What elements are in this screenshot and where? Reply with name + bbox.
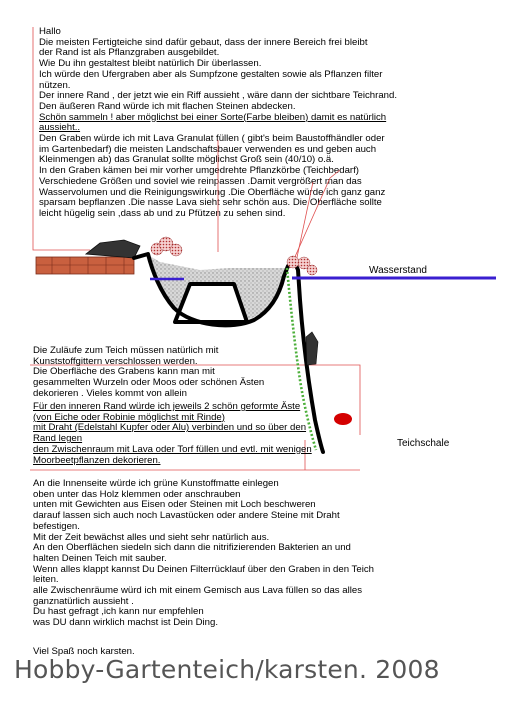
intro-line: der Rand ist als Pflanzgraben ausgebildet. bbox=[39, 47, 220, 59]
intro-line: Hallo bbox=[39, 26, 61, 37]
intro-line: Ich würde den Ufergraben aber als Sumpfzone gestalten sowie als Pflanzen filter bbox=[39, 68, 383, 80]
moor-plant-blob bbox=[170, 244, 182, 256]
lower-text bbox=[33, 479, 374, 607]
closing-line: was DU dann wirklich machst ist Dein Ding. bbox=[33, 616, 219, 628]
intro-line: Wasservolumen und die Reinigungswirkung .Die Oberfläche würde ich ganz ganz bbox=[39, 186, 386, 198]
lower-line: Mit der Zeit bewächst alles und sieht sehr natürlich aus. bbox=[33, 531, 270, 543]
middle-line: dekorieren . Vieles kommt von allein bbox=[33, 387, 187, 399]
rim-line: Rand legen bbox=[33, 433, 83, 445]
lower-line: alle Zwischenräume würd ich mit einem Gemisch aus Lava füllen so das alles bbox=[33, 585, 362, 597]
moor-plant-blob bbox=[287, 256, 299, 268]
rim-line: Moorbeetpflanzen dekorieren. bbox=[33, 454, 161, 466]
rim-line: (von Eiche oder Robinie möglichst mit Rinde) bbox=[33, 411, 225, 423]
intro-line: Kleinmengen ab) das Granulat sollte möglichst Groß sein (40/10) o.ä. bbox=[39, 154, 334, 166]
lower-line: leiten. bbox=[33, 574, 59, 586]
lower-line: unten mit Gewichten aus Eisen oder Steinen mit Loch beschweren bbox=[33, 499, 316, 511]
middle-line: Die Oberfläche des Grabens kann man mit bbox=[33, 366, 215, 378]
closing-text bbox=[33, 607, 218, 628]
middle-line: gesammelten Wurzeln oder Moos oder schönen Ästen bbox=[33, 377, 265, 389]
watermark-footer: Hobby-Gartenteich/karsten. 2008 bbox=[14, 655, 440, 684]
leader-line-outer-rim bbox=[33, 27, 90, 250]
middle-line: Die Zuläufe zum Teich müssen natürlich mit bbox=[33, 345, 219, 356]
label-wasserstand: Wasserstand bbox=[369, 265, 427, 276]
intro-line: Der innere Rand , der jetzt wie ein Riff aussieht , wäre dann der sichtbare Teichrand. bbox=[39, 90, 398, 102]
rim-line: mit Draht (Edelstahl Kupfer oder Alu) verbinden und so über den bbox=[33, 422, 307, 434]
lower-line: Wenn alles klappt kannst Du Deinen Filterrücklauf über den Graben in den Teich bbox=[33, 563, 374, 575]
lower-line: halten Deinen Teich mit sauber. bbox=[33, 552, 167, 564]
slope-stone-1 bbox=[306, 332, 318, 365]
intro-line: Den Graben würde ich mit Lava Granulat füllen ( gibt's beim Baustoffhändler oder bbox=[39, 133, 385, 145]
rim-line: den Zwischenraum mit Lava oder Torf füllen und evtl. mit wenigen bbox=[33, 443, 312, 455]
intro-line: nützen. bbox=[39, 79, 71, 91]
intro-line: Wie Du ihn gestaltest bleibt natürlich Dir überlassen. bbox=[39, 58, 262, 70]
lower-line: An die Innenseite würde ich grüne Kunstoffmatte einlegen bbox=[33, 478, 279, 489]
intro-line: Schön sammeln ! aber möglichst bei einer Sorte(Farbe bleiben) damit es natürlich bbox=[39, 111, 387, 123]
ground-stone-slab bbox=[36, 257, 134, 274]
closing-line: Du hast gefragt ,ich kann nur empfehlen bbox=[33, 606, 204, 617]
label-teichschale: Teichschale bbox=[397, 438, 450, 449]
intro-line: sparsam bepflanzen .Die nasse Lava sieht sehr schön aus. Die Oberfläche sollte bbox=[39, 197, 382, 209]
intro-line: leicht hügelig sein ,dass ab und zu Pfützen zu sehen sind. bbox=[39, 207, 286, 219]
red-plant-marker bbox=[334, 413, 352, 425]
intro-line: aussieht.. bbox=[39, 122, 81, 134]
middle-line: Kunststoffgittern verschlossen werden. bbox=[33, 355, 198, 367]
intro-line: Die meisten Fertigteiche sind dafür gebaut, dass der innere Bereich frei bleibt bbox=[39, 36, 368, 48]
lower-line: ganznatürlich aussieht . bbox=[33, 595, 134, 607]
middle-text bbox=[33, 346, 264, 400]
lower-line: befestigen. bbox=[33, 520, 80, 532]
signoff-line: Viel Spaß noch karsten. bbox=[33, 646, 135, 657]
moor-plant-blob bbox=[307, 265, 317, 275]
intro-line: im Gartenbedarf) die meisten Landschaftsbauer verwenden es und geben auch bbox=[39, 143, 377, 155]
rim-text bbox=[33, 402, 312, 466]
lower-line: An den Oberflächen siedeln sich dann die nitrifizierenden Bakterien an und bbox=[33, 542, 351, 554]
rim-line: Für den inneren Rand würde ich jeweils 2 schön geformte Äste bbox=[33, 401, 301, 412]
intro-line: In den Graben kämen bei mir vorher umgedrehte Pflanzkörbe (Teichbedarf) bbox=[39, 165, 359, 177]
intro-line: Verschiedene Größen und soviel wie reinpassen .Damit vergrößert man das bbox=[39, 175, 362, 187]
lower-line: darauf lassen sich auch noch Lavastücken oder andere Steine mit Draht bbox=[33, 510, 340, 522]
intro-line: Den äußeren Rand würde ich mit flachen Steinen abdecken. bbox=[39, 100, 296, 112]
lower-line: oben unter das Holz klemmen oder anschrauben bbox=[33, 488, 241, 500]
flat-cover-stone bbox=[86, 240, 140, 258]
